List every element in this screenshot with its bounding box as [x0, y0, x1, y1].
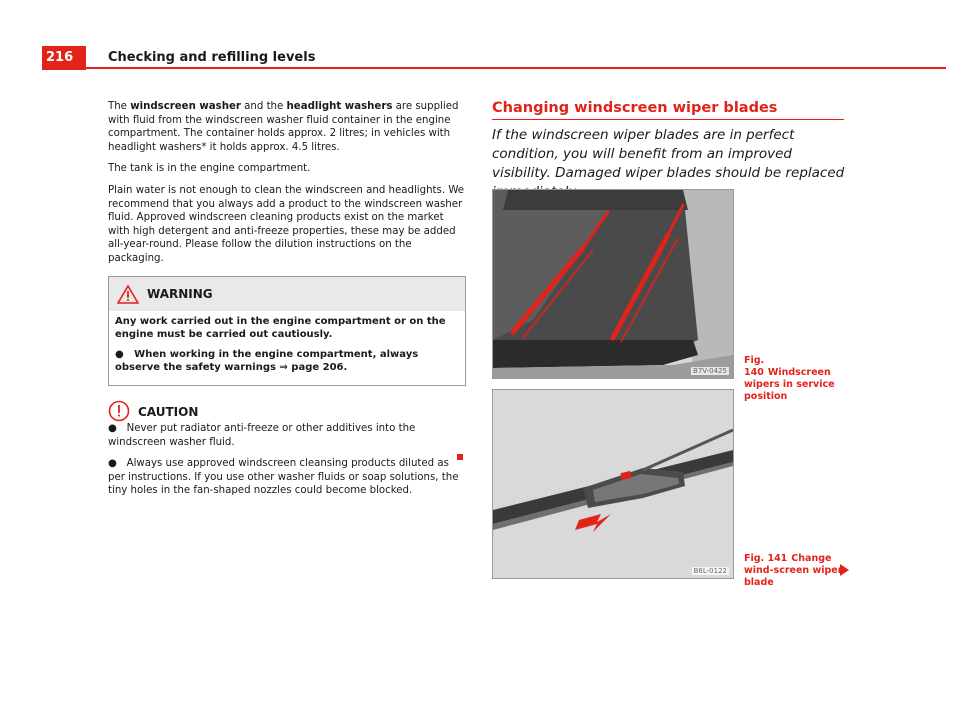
caution-item: ● Never put radiator anti-freeze or other additives into the windscreen washer fluid. [108, 422, 416, 448]
chapter-title: Checking and refilling levels [108, 50, 316, 65]
warning-header [109, 277, 465, 311]
warning-text: Any work carried out in the engine compartment or on the engine must be carried out cautiously. [115, 315, 446, 341]
caution-item: ● Always use approved windscreen cleansing products diluted as per instructions. If you use other washer fluids or soap solutions, the tiny holes in the fan-shaped nozzles could become blocked. [108, 458, 459, 497]
figure-code: B7V-0425 [693, 367, 727, 375]
warning-triangle-icon [117, 285, 139, 304]
caution-title: CAUTION [138, 404, 199, 419]
figure-code: B6L-0122 [693, 567, 727, 575]
section-rule [492, 119, 844, 120]
continue-arrow-icon [840, 564, 849, 576]
windscreen-wipers-illustration [493, 190, 733, 378]
caution-header [108, 400, 466, 422]
paragraph-tank-location: The tank is in the engine compartment. [108, 163, 311, 175]
section-title: Changing windscreen wiper blades [492, 100, 778, 116]
figure-140-image [492, 189, 734, 379]
warning-body [109, 311, 465, 385]
wiper-blade-illustration [493, 390, 733, 578]
caution-icon [108, 400, 130, 422]
paragraph-plain-water: Plain water is not enough to clean the windscreen and headlights. We recommend that you always add a product to the windscreen washer fluid. Approved windscreen cleaning products exist on the market with high detergent and anti-freeze properties, these may be added all-year-round. Please follow the dilution instructions on the packaging. [108, 184, 465, 264]
page-number: 216 [42, 46, 86, 70]
figure-141-caption: Fig. 141 Change wind-screen wiper blade [744, 553, 843, 588]
header-rule [86, 67, 946, 69]
warning-title: WARNING [147, 286, 213, 301]
figure-141-image [492, 389, 734, 579]
warning-bullet: ● When working in the engine compartment, always observe the safety warnings ⇒ page 206. [115, 348, 419, 374]
warning-box [108, 276, 466, 386]
section-intro: If the windscreen wiper blades are in perfect condition, you will benefit from an improved visibility. Damaged wiper blades should be replaced [492, 127, 845, 181]
end-of-section-marker [457, 454, 463, 460]
paragraph-washer-intro: The windscreen washer and the headlight washers are supplied with fluid from the windscreen washer fluid container in the engine compartment. The container holds approx. 2 litres; in vehicles with headlight washers* it holds approx. 4.5 litres. [108, 101, 459, 153]
left-column [108, 100, 466, 506]
figure-140-caption: Fig. 140 Windscreen wipers in service position [744, 355, 835, 402]
